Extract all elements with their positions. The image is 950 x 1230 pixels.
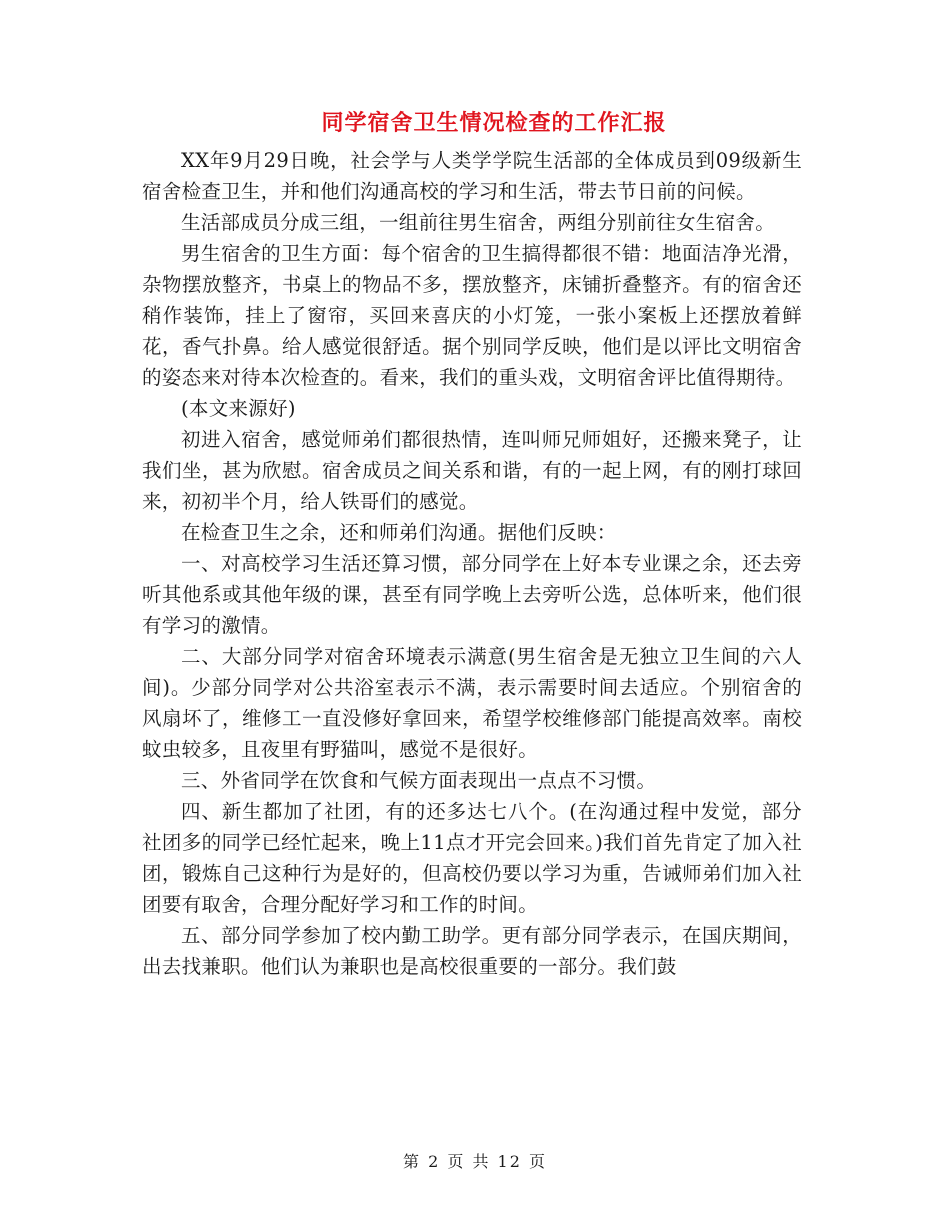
paragraph-2: 生活部成员分成三组，一组前往男生宿舍，两组分别前往女生宿舍。 [181,211,776,234]
paragraph-item-2: 二、大部分同学对宿舍环境表示满意(男生宿舍是无独立卫生间的六人间)。少部分同学对公共浴室表示不满，表示需要时间去适应。个别宿舍的风扇坏了，维修工一直没修好拿回来，希望学校维修部门能提高效率。南校蚊虫较多，且夜里有野猫叫，感觉不是很好。 [142,645,802,761]
paragraph-3: 男生宿舍的卫生方面：每个宿舍的卫生搞得都很不错：地面洁净光滑，杂物摆放整齐，书桌上的物品不多，摆放整齐，床铺折叠整齐。有的宿舍还稍作装饰，挂上了窗帘，买回来喜庆的小灯笼，一张小案板上还摆放着鲜花，香气扑鼻。给人感觉很舒适。据个别同学反映，他们是以评比文明宿舍的姿态来对待本次检查的。看来，我们的重头戏，文明宿舍评比值得期待。 [142,242,802,389]
paragraph-6: 在检查卫生之余，还和师弟们沟通。据他们反映： [181,521,617,544]
document-page [142,105,802,982]
page-number-footer: 第 2 页 共 12 页 [403,1152,547,1171]
document-title: 同学宿舍卫生情况检查的工作汇报 [321,110,667,136]
paragraph-5: 初进入宿舍，感觉师弟们都很热情，连叫师兄师姐好，还搬来凳子，让我们坐，甚为欣慰。宿舍成员之间关系和谐，有的一起上网，有的刚打球回来，初初半个月，给人铁哥们的感觉。 [142,428,802,513]
paragraph-1: XX年9月29日晚，社会学与人类学学院生活部的全体成员到09级新生宿舍检查卫生，并和他们沟通高校的学习和生活，带去节日前的问候。 [142,149,802,203]
paragraph-source-note: (本文来源好) [181,397,296,420]
paragraph-item-3: 三、外省同学在饮食和气候方面表现出一点点不习惯。 [181,769,657,792]
paragraph-item-4: 四、新生都加了社团，有的还多达七八个。(在沟通过程中发觉，部分社团多的同学已经忙起来，晚上11点才开完会回来。)我们首先肯定了加入社团，锻炼自己这种行为是好的，但高校仍要以学习为重，告诫师弟们加入社团要有取舍，合理分配好学习和工作的时间。 [142,800,802,916]
paragraph-item-5: 五、部分同学参加了校内勤工助学。更有部分同学表示，在国庆期间，出去找兼职。他们认为兼职也是高校很重要的一部分。我们鼓 [142,924,802,978]
paragraph-item-1: 一、对高校学习生活还算习惯，部分同学在上好本专业课之余，还去旁听其他系或其他年级的课，甚至有同学晚上去旁听公选，总体听来，他们很有学习的激情。 [142,552,802,637]
